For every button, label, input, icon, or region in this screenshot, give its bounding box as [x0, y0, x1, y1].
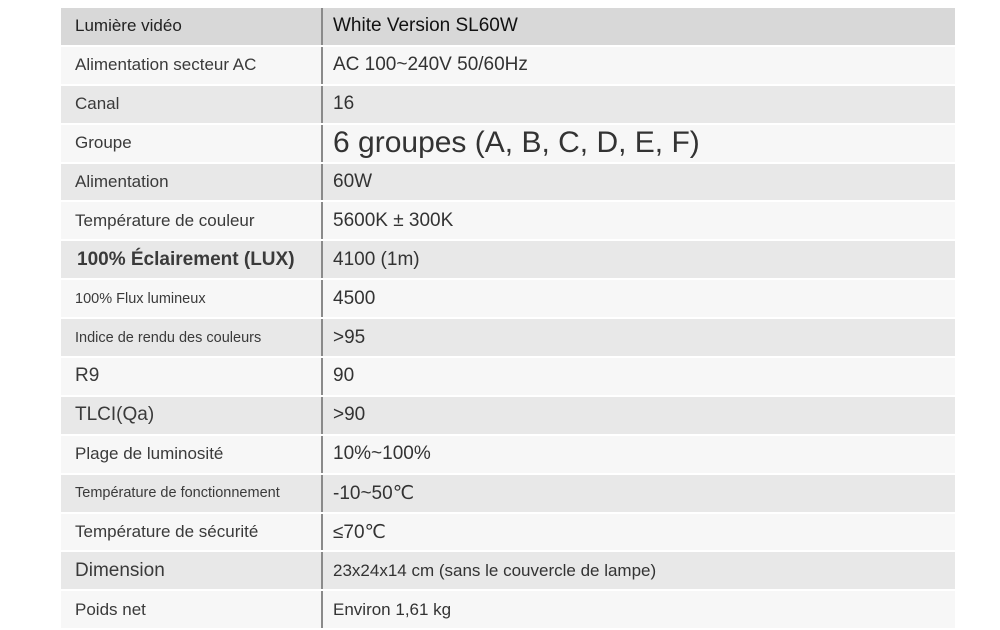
table-row — [61, 396, 955, 435]
row-label: Dimension — [61, 551, 322, 590]
table-row — [61, 201, 955, 240]
row-label: 100% Flux lumineux — [61, 279, 322, 318]
row-label: Température de fonctionnement — [61, 474, 322, 513]
row-value: 23x24x14 cm (sans le couvercle de lampe) — [322, 551, 955, 590]
row-label: Température de couleur — [61, 201, 322, 240]
row-label: Canal — [61, 85, 322, 124]
table-header-row — [61, 8, 955, 46]
row-label: R9 — [61, 357, 322, 396]
table-row — [61, 551, 955, 590]
row-label: Plage de luminosité — [61, 435, 322, 474]
row-value: 60W — [322, 163, 955, 202]
table-row — [61, 513, 955, 552]
row-label: 100% Éclairement (LUX) — [61, 240, 322, 279]
row-label: Alimentation secteur AC — [61, 46, 322, 85]
row-value: -10~50℃ — [322, 474, 955, 513]
table-row — [61, 46, 955, 85]
table-row — [61, 357, 955, 396]
row-label: Groupe — [61, 124, 322, 163]
table-row — [61, 474, 955, 513]
row-value: 6 groupes (A, B, C, D, E, F) — [322, 124, 955, 163]
table-row — [61, 318, 955, 357]
header-label: Lumière vidéo — [61, 8, 322, 46]
header-value: White Version SL60W — [322, 8, 955, 46]
row-label: Alimentation — [61, 163, 322, 202]
row-value: Environ 1,61 kg — [322, 590, 955, 629]
row-value: 4500 — [322, 279, 955, 318]
row-value: AC 100~240V 50/60Hz — [322, 46, 955, 85]
row-value: >95 — [322, 318, 955, 357]
table-row — [61, 279, 955, 318]
table-row — [61, 85, 955, 124]
row-value: >90 — [322, 396, 955, 435]
spec-table — [61, 8, 955, 630]
row-value: 90 — [322, 357, 955, 396]
row-value: 10%~100% — [322, 435, 955, 474]
row-label: TLCI(Qa) — [61, 396, 322, 435]
row-value: 5600K ± 300K — [322, 201, 955, 240]
table-row — [61, 240, 955, 279]
row-label: Poids net — [61, 590, 322, 629]
row-label: Température de sécurité — [61, 513, 322, 552]
table-row — [61, 124, 955, 163]
row-value: ≤70℃ — [322, 513, 955, 552]
table-row — [61, 435, 955, 474]
row-value: 4100 (1m) — [322, 240, 955, 279]
row-label: Indice de rendu des couleurs — [61, 318, 322, 357]
table-row — [61, 163, 955, 202]
table-row — [61, 590, 955, 629]
row-value: 16 — [322, 85, 955, 124]
